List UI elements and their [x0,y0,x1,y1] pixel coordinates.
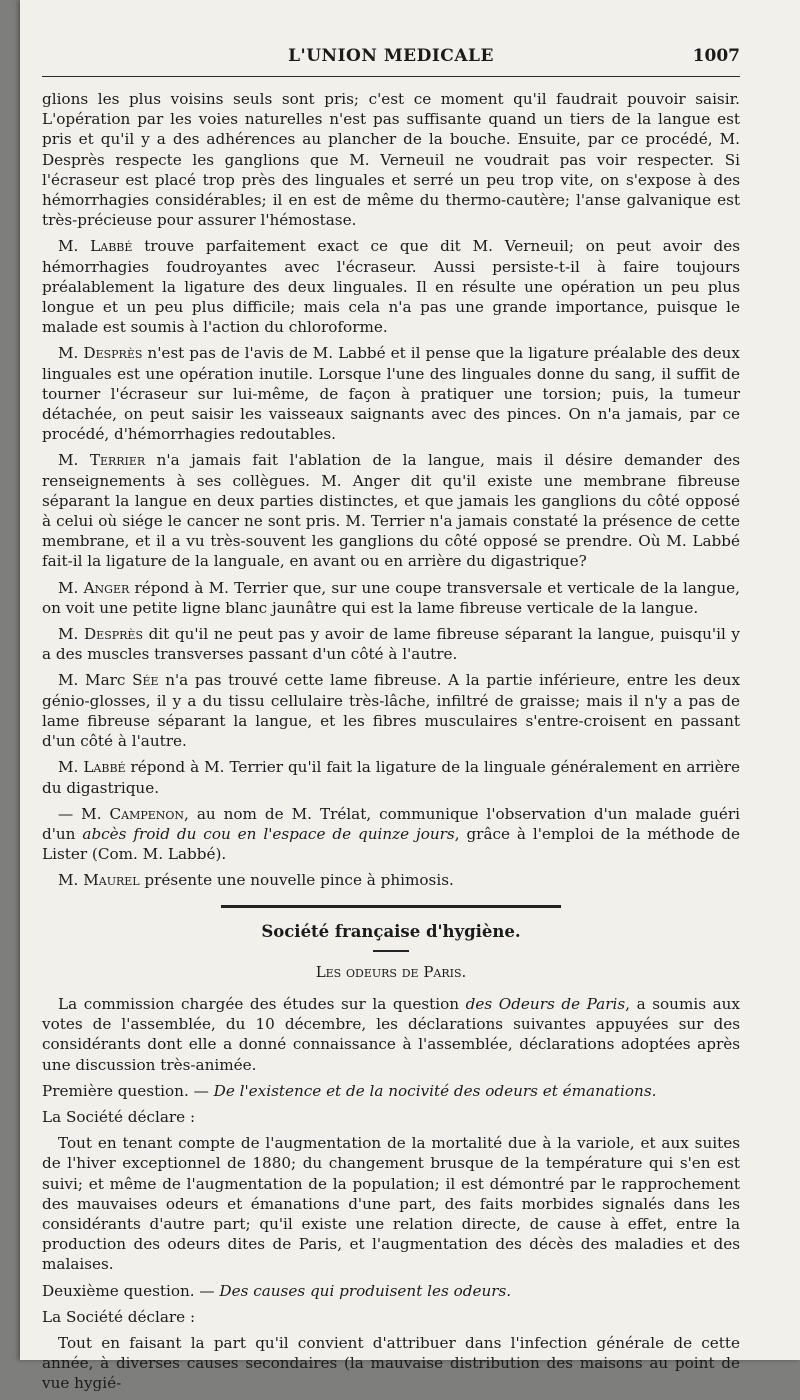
section-divider [221,905,561,908]
paragraph-text: La commission chargée des études sur la question [58,994,466,1013]
question-label: Première question. — [42,1081,214,1100]
speaker-name: Campenon [109,804,185,823]
m-prefix: M. [58,344,84,363]
speaker-name: Desprès [83,344,143,363]
journal-title: L'UNION MEDICALE [288,46,494,66]
paragraph [42,670,740,751]
m-prefix: — M. [58,804,110,823]
m-prefix: M. [58,625,84,644]
paragraph: glions les plus voisins seuls sont pris; c'est ce moment qu'il faudrait pouvoir saisir. L'opération par les voies naturelles n'est pas suffisante quand un tiers de la langue est pris et qu'il y a des adhérences au plancher de la bouche. Ensuite, par ce procédé, M. Desprès respecte les ganglions que M. Verneuil ne voudrait pas voir respecter. Si l'écraseur est placé trop près des linguales et serré un peu trop vite, on s'expose à des hémorrhagies considérables; il en est de même du thermo-cautère; l'anse galvanique est très-précieuse pour assurer l'hémostase. [42,90,740,230]
italic-title: abcès froid du cou en l'espace de quinze jours [82,824,455,843]
m-prefix: M. [58,758,84,777]
running-header [42,46,740,77]
m-prefix: M. [58,237,91,256]
journal-page [20,0,800,1393]
speaker-name: Sée [132,671,159,690]
paragraph-text: répond à M. Terrier qu'il fait la ligature de la linguale généralement en arrière du digastrique. [42,758,740,797]
section-title: Société française d'hygiène. [261,921,521,941]
speaker-name: Terrier [89,451,146,470]
speaker-name: Labbé [90,237,133,256]
paragraph [42,624,740,664]
paragraph [42,343,740,444]
paragraph [42,450,740,571]
article-body [42,89,740,1394]
paragraph-text: trouve parfaitement exact ce que dit M. Verneuil; on peut avoir des hémorrhagies foudroyantes avec l'écraseur. Aussi persiste-t-il à faire toujours préalablement la ligature des deux linguales. Il en résulte une opération un peu plus longue et un peu plus difficile; mais cela n'a pas une grande importance, puisque le malade est soumis à l'action du chloroforme. [42,237,740,337]
m-prefix: M. [58,578,84,597]
m-prefix: M. [58,451,90,470]
question-title: De l'existence et de la nocivité des odeurs et émanations. [213,1081,657,1100]
paragraph [42,578,740,618]
paragraph [42,757,740,797]
page-number: 1007 [692,46,740,66]
speaker-name: Anger [83,578,130,597]
speaker-name: Labbé [83,758,126,777]
paragraph-text: n'a jamais fait l'ablation de la langue, mais il désire demander des renseignements à ses collègues. M. Anger dit qu'il existe une membrane fibreuse séparant la langue en deux parties distinctes, et que jamais les ganglions du côté opposé à celui où siége le cancer ne sont pris. M. Terrier n'a jamais constaté la présence de cette membrane, et il a vu très-souvent les ganglions du côté opposé se prendre. Où M. Labbé fait-il la ligature de la languale, en avant ou en arrière du digastrique? [42,451,740,571]
paragraph: Tout en faisant la part qu'il convient d'attribuer dans l'infection générale de cette année, à diverses causes secondaires (la mauvaise distribution des maisons au point de vue hygié- [42,1333,740,1393]
section-subtitle: Les odeurs de Paris. [315,962,467,981]
question-title: Des causes qui produisent les odeurs. [219,1281,512,1300]
paragraph [42,804,740,865]
speaker-name: Maurel [83,871,140,890]
paragraph [42,236,740,337]
paragraph-text: présente une nouvelle pince à phimosis. [139,871,454,890]
paragraph [42,994,740,1075]
speaker-name: Desprès [83,625,143,644]
page-content [42,46,740,1400]
italic-title: des Odeurs de Paris [465,994,626,1013]
paragraph-text: , grâce à l'emploi de la méthode de Lister (Com. M. Labbé). [42,824,741,864]
declaration-label: La Société déclare : [42,1307,196,1326]
m-prefix: M. Marc [58,671,133,690]
paragraph-text: n'a pas trouvé cette lame fibreuse. A la partie inférieure, entre les deux génio-glosses, il y a du tissu cellulaire très-lâche, infiltré de graisse; mais il n'y a pas de lame fibreuse séparant la langue, et les fibres musculaires s'entre-croisent en passant d'un côté à l'autre. [42,671,741,751]
paragraph-text: répond à M. Terrier que, sur une coupe transversale et verticale de la langue, on voit une petite ligne blanc jaunâtre qui est la lame fibreuse verticale de la langue. [42,578,740,617]
question-heading [42,1281,740,1301]
paragraph [42,870,740,890]
paragraph-text: , au nom de M. Trélat, communique l'observation d'un malade guéri d'un [42,804,740,843]
declaration-label: La Société déclare : [42,1107,196,1126]
paragraph-text: n'est pas de l'avis de M. Labbé et il pense que la ligature préalable des deux linguales est une opération inutile. Lorsque l'une des linguales donne du sang, il suffit de tourner l'écraseur sur lui-même, de façon à pratiquer une torsion; puis, la tumeur détachée, on peut saisir les vaisseaux saignants avec des pinces. On n'a jamais, par ce procédé, d'hémorrhagies redoutables. [42,344,740,444]
paragraph: Tout en tenant compte de l'augmentation de la mortalité due à la variole, et aux suites de l'hiver exceptionnel de 1880; du changement brusque de la température qui s'en est suivi; et même de l'augmentation de la population; il est démontré par le rapprochement des mauvaises odeurs et émanations d'une part, des faits morbides signalés dans les considérants d'autre part; qu'il existe une relation directe, de cause à effet, entre la production des odeurs dites de Paris, et l'augmentation des décès des maladies et des malaises. [42,1134,740,1274]
question-heading [42,1081,740,1101]
paragraph-text: , a soumis aux votes de l'assemblée, du 10 décembre, les déclarations suivantes appuyées sur des considérants dont elle a donné connaissance à l'assemblée, déclarations adoptées après une discussion très-animée. [42,994,740,1074]
question-label: Deuxième question. — [42,1281,220,1300]
m-prefix: M. [58,871,84,890]
paragraph-text: dit qu'il ne peut pas y avoir de lame fibreuse séparant la langue, puisqu'il y a des muscles transverses passant d'un côté à l'autre. [42,625,740,664]
short-divider [373,950,409,952]
